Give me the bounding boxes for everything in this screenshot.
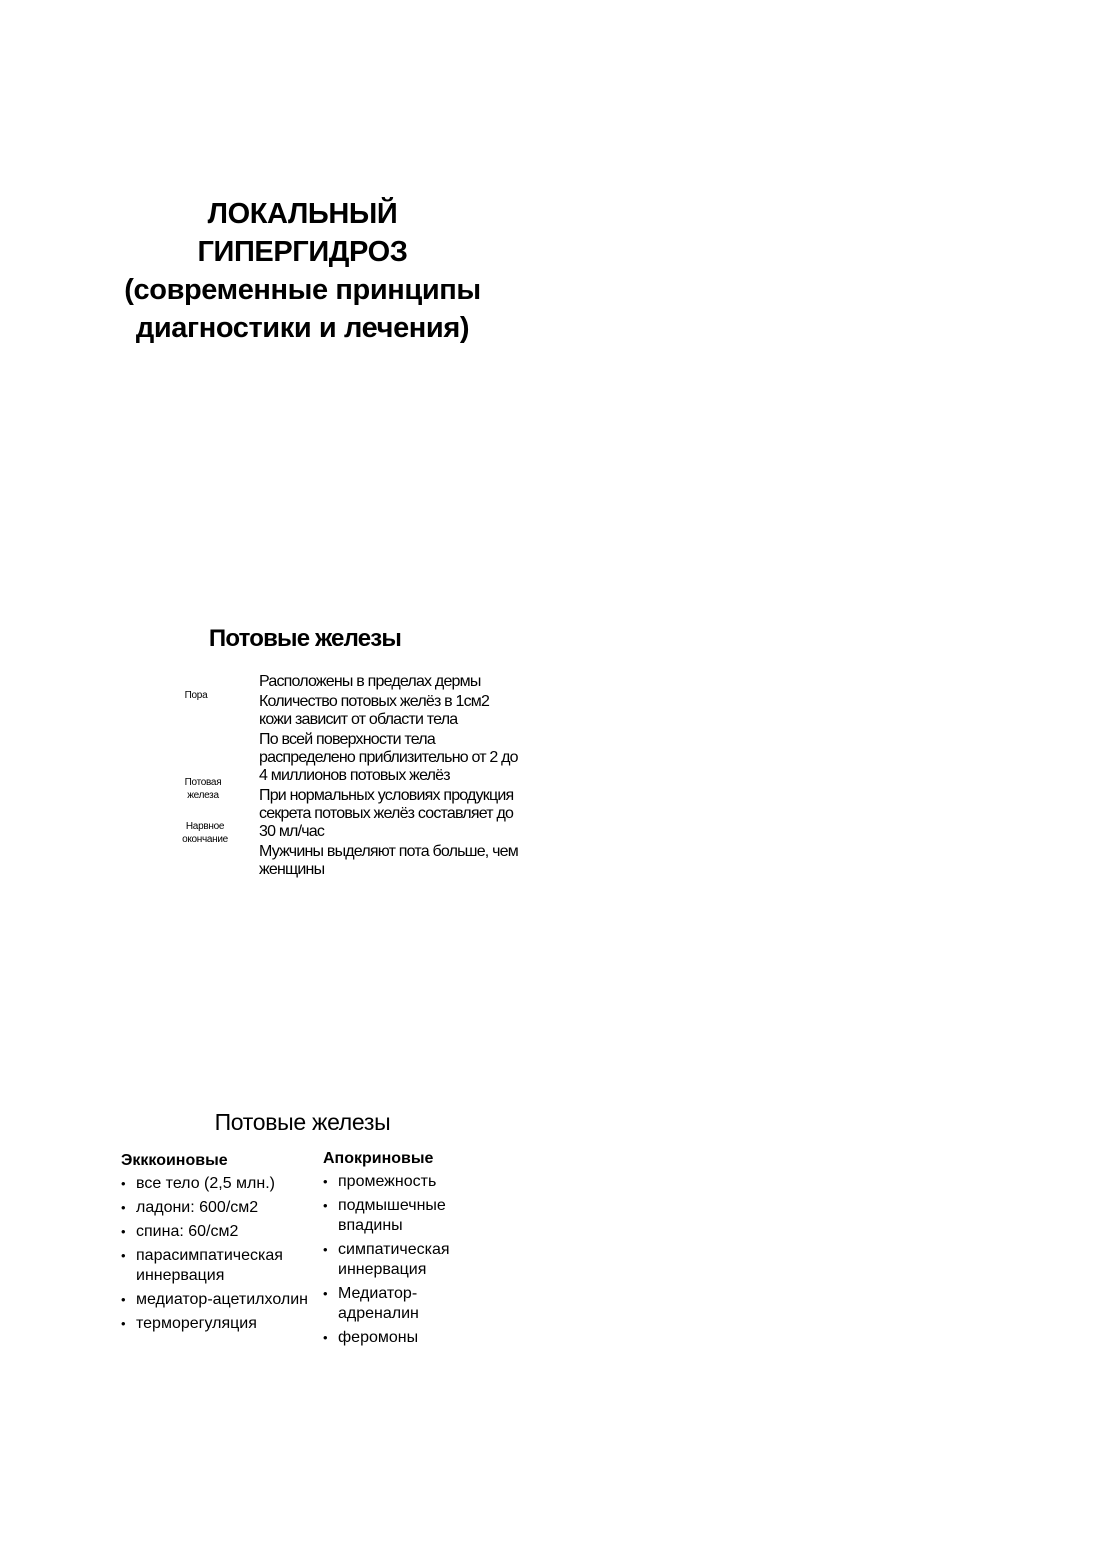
eccrine-heading: Экккоиновые <box>121 1152 228 1169</box>
slide2-title: Потовые железы <box>208 625 402 652</box>
eccrine-list <box>121 1174 311 1334</box>
cover-title-line-3: (современные принципы <box>124 274 481 306</box>
list-item: • симпатическая иннервация <box>323 1240 493 1280</box>
list-item: • феромоны <box>323 1328 493 1348</box>
list-item: • Медиатор-адреналин <box>323 1284 493 1324</box>
list-item: • парасимпатическая иннервация <box>121 1246 311 1286</box>
apocrine-heading: Апокриновые <box>323 1150 434 1167</box>
slide2-facts <box>259 673 519 881</box>
slide3-title: Потовые железы <box>214 1109 391 1135</box>
cover-title-line-4: диагностики и лечения) <box>135 312 470 344</box>
cover-title-line-2: ГИПЕРГИДРОЗ <box>197 236 408 268</box>
fact-item: Количество потовых желёз в 1см2 кожи зависит от области тела <box>259 693 490 728</box>
diagram-label-pore: Пора <box>184 690 208 701</box>
list-item: • все тело (2,5 млн.) <box>121 1174 311 1194</box>
apocrine-list <box>323 1172 493 1348</box>
list-item: • промежность <box>323 1172 493 1192</box>
list-item: • ладони: 600/см2 <box>121 1198 311 1218</box>
eccrine-column <box>121 1152 311 1338</box>
cover-title-line-1: ЛОКАЛЬНЫЙ <box>207 198 398 230</box>
list-item: • терморегуляция <box>121 1314 311 1334</box>
list-item: • медиатор-ацетилхолин <box>121 1290 311 1310</box>
fact-item: По всей поверхности тела распределено приблизительно от 2 до 4 миллионов потовых желёз <box>259 731 518 784</box>
fact-item: Мужчины выделяют пота больше, чем женщины <box>259 843 518 878</box>
list-item: • подмышечные впадины <box>323 1196 493 1236</box>
cover-title <box>90 195 515 347</box>
diagram-label-gland: Потовая железа <box>184 777 222 801</box>
apocrine-column <box>323 1150 493 1352</box>
diagram-label-nerve-ending: Нарвное окончание <box>182 821 228 845</box>
list-item: • спина: 60/см2 <box>121 1222 311 1242</box>
fact-item: Расположены в пределах дермы <box>259 673 481 690</box>
fact-item: При нормальных условиях продукция секрета потовых желёз составляет до 30 мл/час <box>259 787 514 840</box>
